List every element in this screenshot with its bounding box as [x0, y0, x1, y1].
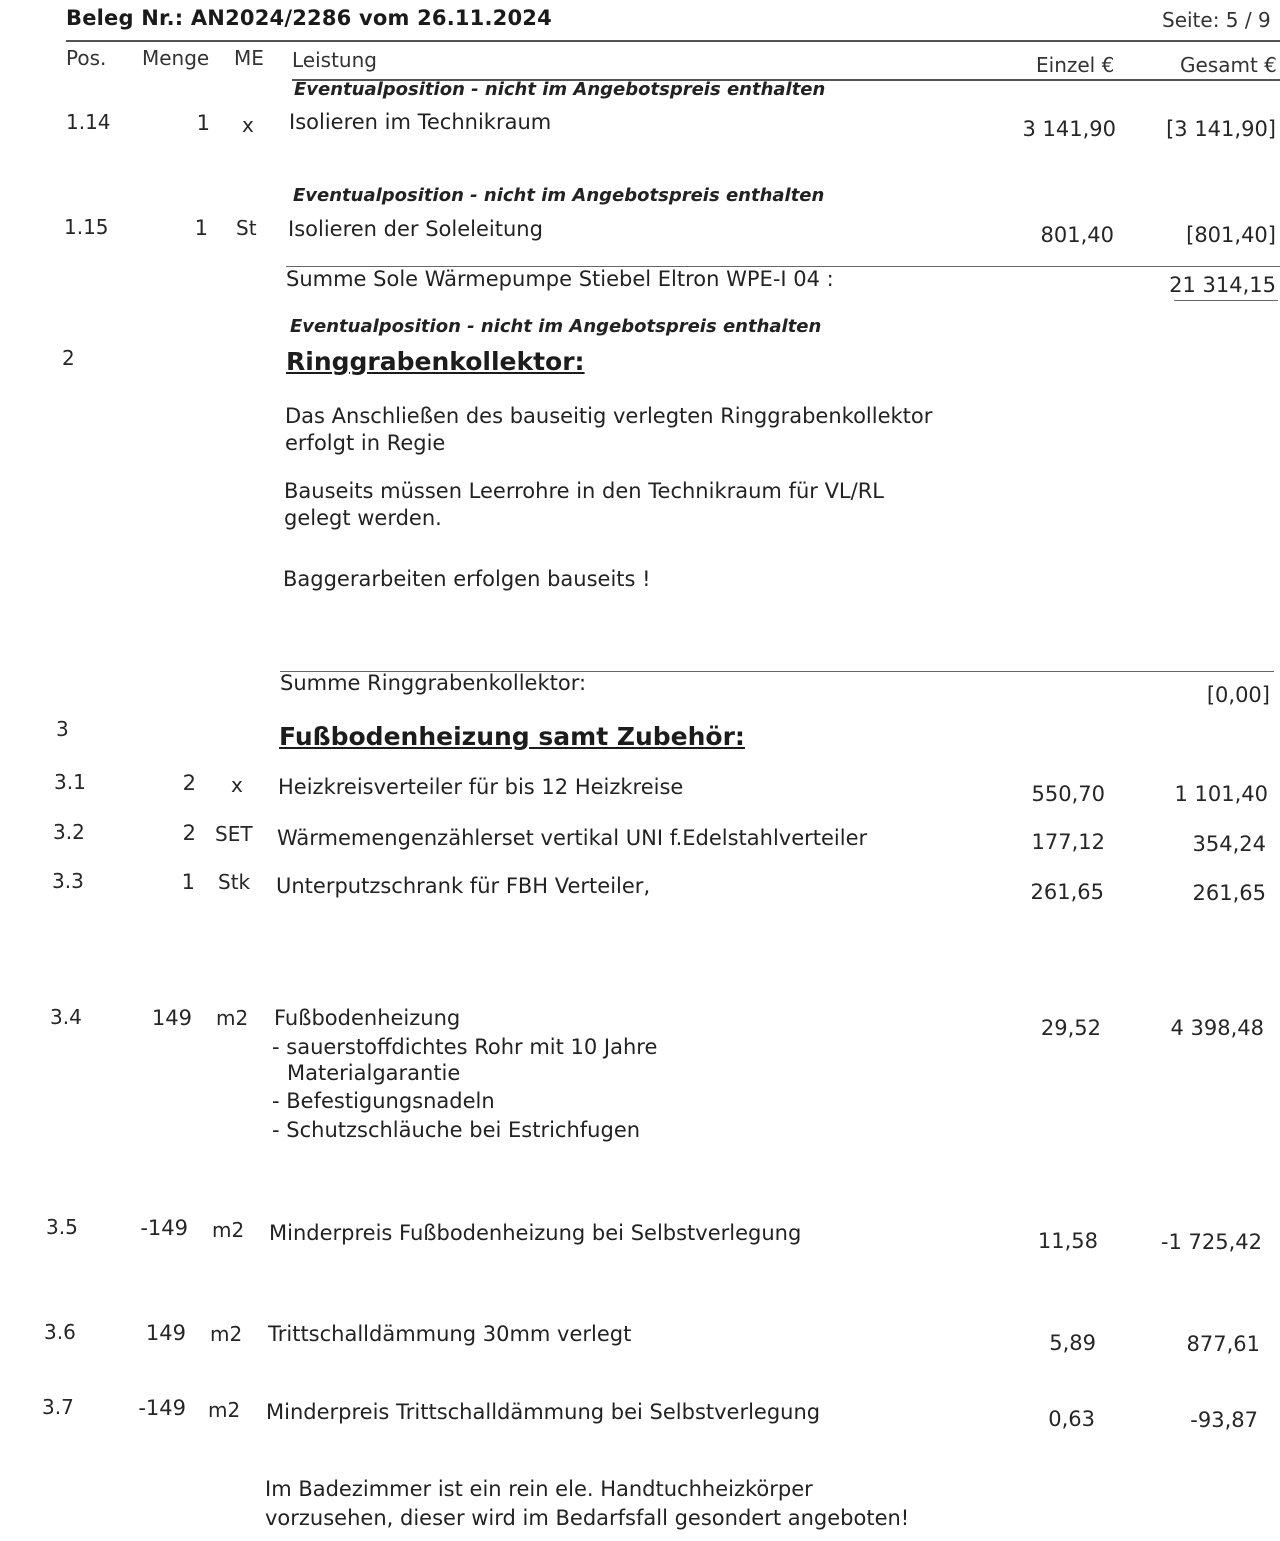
item-desc-line: - Schutzschläuche bei Estrichfugen [272, 1118, 641, 1142]
item-unit: m2 [216, 1006, 249, 1030]
item-price: 177,12 [1031, 830, 1105, 854]
section2-pos: 2 [62, 346, 75, 370]
item-pos: 1.15 [64, 215, 109, 239]
sum-sole-value: 21 314,15 [1169, 273, 1276, 297]
section2-text-3: Baggerarbeiten erfolgen bauseits ! [283, 567, 651, 591]
item-price: 801,40 [1040, 223, 1114, 247]
item-price: 11,58 [1037, 1229, 1098, 1253]
item-pos: 3.3 [52, 869, 84, 893]
item-price: 3 141,90 [1022, 117, 1116, 141]
section3-title: Fußbodenheizung samt Zubehör: [279, 722, 745, 751]
item-pos: 3.7 [42, 1395, 74, 1419]
section2-sum-label: Summe Ringgrabenkollektor: [280, 671, 587, 695]
item-qty: 149 [151, 1006, 192, 1030]
col-pos-header: Pos. [66, 46, 107, 70]
item-unit: St [236, 216, 257, 240]
section2-text-2: Bauseits müssen Leerrohre in den Technikraum für VL/RL gelegt werden. [284, 479, 884, 530]
item-desc-line: Materialgarantie [287, 1061, 461, 1085]
item-total: 4 398,48 [1170, 1016, 1264, 1040]
item-qty: -149 [140, 1216, 188, 1240]
item-qty: 2 [182, 821, 196, 845]
item-total: 261,65 [1192, 881, 1266, 905]
item-qty: 2 [182, 771, 196, 795]
item-total: -1 725,42 [1160, 1230, 1262, 1254]
item-total: 877,61 [1186, 1332, 1260, 1356]
item-desc: Wärmemengenzählerset vertikal UNI f.Edelstahlverteiler [277, 826, 868, 850]
eventual-note: Eventualposition - nicht im Angebotspreis enthalten [293, 185, 825, 206]
item-qty: 1 [181, 870, 195, 894]
item-total: 1 101,40 [1174, 782, 1268, 806]
item-pos: 3.2 [53, 820, 85, 844]
item-desc-line: - sauerstoffdichtes Rohr mit 10 Jahre [272, 1035, 658, 1059]
eventual-note: Eventualposition - nicht im Angebotspreis enthalten [290, 316, 822, 337]
item-desc: Heizkreisverteiler für bis 12 Heizkreise [278, 775, 684, 799]
item-price: 0,63 [1048, 1407, 1095, 1431]
item-total: [801,40] [1186, 223, 1276, 247]
header-rule [66, 40, 1280, 42]
item-qty: 149 [145, 1321, 186, 1345]
item-desc: Isolieren im Technikraum [289, 110, 552, 134]
document-title: Beleg Nr.: AN2024/2286 vom 26.11.2024 [66, 6, 552, 30]
item-desc: Fußbodenheizung [274, 1006, 461, 1030]
col-desc-header: Leistung [292, 48, 377, 72]
section3-pos: 3 [56, 717, 69, 741]
item-price: 29,52 [1040, 1016, 1101, 1040]
item-pos: 3.1 [54, 770, 86, 794]
item-qty: -149 [138, 1396, 186, 1420]
page-number: Seite: 5 / 9 [1162, 8, 1271, 32]
item-total: [3 141,90] [1166, 117, 1276, 141]
col-total-header: Gesamt € [1180, 53, 1277, 77]
item-pos: 1.14 [66, 110, 111, 134]
item-unit: SET [215, 822, 253, 846]
item-unit: Stk [218, 870, 251, 894]
item-unit: m2 [212, 1218, 245, 1242]
section2-text-1: Das Anschließen des bauseitig verlegten Ringgrabenkollektor erfolgt in Regie [285, 404, 933, 455]
item-qty: 1 [196, 111, 210, 135]
section2-sum-value: [0,00] [1206, 683, 1270, 707]
item-desc: Minderpreis Trittschalldämmung bei Selbstverlegung [266, 1400, 821, 1424]
col-unit-header: ME [234, 46, 264, 70]
item-desc: Isolieren der Soleleitung [288, 217, 543, 241]
item-desc: Trittschalldämmung 30mm verlegt [268, 1322, 632, 1346]
item-unit: x [242, 113, 254, 137]
item-desc: Minderpreis Fußbodenheizung bei Selbstverlegung [269, 1221, 802, 1245]
col-qty-header: Menge [142, 46, 210, 70]
item-pos: 3.6 [44, 1320, 76, 1344]
item-unit: m2 [208, 1398, 241, 1422]
col-unitprice-header: Einzel € [1036, 53, 1115, 77]
item-unit: m2 [210, 1322, 243, 1346]
item-qty: 1 [194, 216, 208, 240]
item-price: 261,65 [1030, 880, 1104, 904]
eventual-note: Eventualposition - nicht im Angebotspreis enthalten [294, 79, 826, 100]
item-unit: x [231, 773, 243, 797]
sum-sole-label: Summe Sole Wärmepumpe Stiebel Eltron WPE-I 04 : [286, 267, 834, 291]
item-price: 5,89 [1049, 1331, 1096, 1355]
item-pos: 3.5 [46, 1215, 78, 1239]
section2-title: Ringgrabenkollektor: [286, 347, 585, 376]
item-price: 550,70 [1031, 782, 1105, 806]
item-pos: 3.4 [50, 1005, 82, 1029]
sum-underline [1174, 300, 1278, 301]
item-total: -93,87 [1190, 1408, 1258, 1432]
section3-note: Im Badezimmer ist ein rein ele. Handtuchheizkörper vorzusehen, dieser wird im Bedarfsfall gesondert angeboten! [265, 1477, 910, 1530]
item-total: 354,24 [1192, 832, 1266, 856]
item-desc: Unterputzschrank für FBH Verteiler, [276, 874, 651, 898]
item-desc-line: - Befestigungsnadeln [272, 1089, 495, 1113]
